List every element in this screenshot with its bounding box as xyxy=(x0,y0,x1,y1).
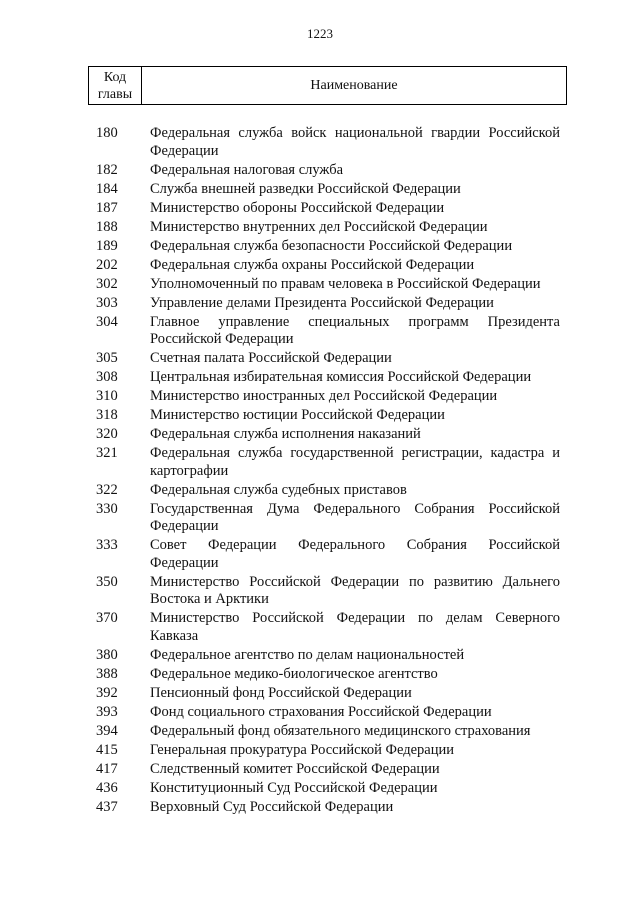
table-row xyxy=(96,482,560,500)
table-row xyxy=(96,388,560,406)
table-row xyxy=(96,799,560,817)
table-row xyxy=(96,125,560,160)
page-number: 1223 xyxy=(307,26,333,41)
table-row xyxy=(96,647,560,665)
table-row xyxy=(96,181,560,199)
chapter-code: 417 xyxy=(96,760,118,777)
chapter-code: 187 xyxy=(96,199,118,216)
chapter-code: 310 xyxy=(96,388,118,404)
chapter-name: Министерство Российской Федерации по развитию Дальнего Востока и Арктики xyxy=(150,573,560,607)
chapter-code: 437 xyxy=(96,798,118,815)
chapter-code: 180 xyxy=(96,125,118,141)
chapter-code: 436 xyxy=(96,779,118,796)
column-header-name: Наименование xyxy=(310,77,398,93)
table-row xyxy=(96,445,560,480)
table-row xyxy=(96,295,560,313)
table-row xyxy=(96,369,560,387)
chapter-name: Министерство юстиции Российской Федерации xyxy=(150,407,445,423)
table-row xyxy=(96,200,560,218)
chapter-name: Следственный комитет Российской Федерации xyxy=(150,760,440,777)
table-body xyxy=(96,125,560,818)
table-row xyxy=(96,257,560,275)
table-row xyxy=(96,610,560,645)
chapter-name: Федеральная служба судебных приставов xyxy=(150,481,407,498)
chapter-name: Государственная Дума Федерального Собрания Российской Федерации xyxy=(150,500,560,534)
table-row xyxy=(96,350,560,368)
table-row xyxy=(96,426,560,444)
chapter-code: 370 xyxy=(96,610,118,626)
chapter-code: 322 xyxy=(96,481,118,498)
table-row xyxy=(96,780,560,798)
chapter-name: Уполномоченный по правам человека в Российской Федерации xyxy=(150,275,541,292)
table-row xyxy=(96,666,560,684)
table-row xyxy=(96,162,560,180)
chapter-code: 305 xyxy=(96,350,118,366)
chapter-name: Федеральное медико-биологическое агентство xyxy=(150,665,438,682)
chapter-name: Министерство внутренних дел Российской Федерации xyxy=(150,218,488,235)
table-row xyxy=(96,501,560,536)
table-row xyxy=(96,574,560,609)
chapter-code: 388 xyxy=(96,665,118,682)
chapter-code: 415 xyxy=(96,741,118,758)
chapter-name: Центральная избирательная комиссия Российской Федерации xyxy=(150,369,532,385)
column-header-code: Код главы xyxy=(89,67,142,104)
chapter-name: Министерство обороны Российской Федерации xyxy=(150,199,445,216)
chapter-code: 302 xyxy=(96,275,118,292)
chapter-code: 318 xyxy=(96,407,118,423)
table-row xyxy=(96,219,560,237)
chapter-name: Федеральная служба исполнения наказаний xyxy=(150,426,421,442)
table-row xyxy=(96,276,560,294)
chapter-name: Пенсионный фонд Российской Федерации xyxy=(150,684,412,701)
chapter-code: 393 xyxy=(96,703,118,720)
table-row xyxy=(96,537,560,572)
table-row xyxy=(96,704,560,722)
chapter-name: Министерство иностранных дел Российской Федерации xyxy=(150,388,498,404)
chapter-name: Управление делами Президента Российской Федерации xyxy=(150,294,494,311)
chapter-code: 394 xyxy=(96,722,118,739)
chapter-name: Счетная палата Российской Федерации xyxy=(150,350,392,366)
chapter-code: 330 xyxy=(96,500,118,517)
chapter-name: Федеральная налоговая служба xyxy=(150,161,344,178)
chapter-name: Конституционный Суд Российской Федерации xyxy=(150,779,438,796)
chapter-name: Генеральная прокуратура Российской Федерации xyxy=(150,741,454,758)
table-row xyxy=(96,685,560,703)
table-row xyxy=(96,742,560,760)
chapter-name: Федеральное агентство по делам национальностей xyxy=(150,646,465,663)
table-row xyxy=(96,407,560,425)
chapter-code: 320 xyxy=(96,426,118,442)
chapter-name: Федеральная служба государственной регистрации, кадастра и картографии xyxy=(150,445,560,479)
chapter-code: 189 xyxy=(96,237,118,254)
table-row xyxy=(96,314,560,349)
chapter-code: 182 xyxy=(96,161,118,178)
table-row xyxy=(96,761,560,779)
table-row xyxy=(96,238,560,256)
chapter-code: 333 xyxy=(96,537,118,553)
chapter-code: 308 xyxy=(96,369,118,385)
chapter-name: Главное управление специальных программ Президента Российской Федерации xyxy=(150,313,560,347)
chapter-name: Федеральная служба охраны Российской Федерации xyxy=(150,256,475,273)
chapter-code: 202 xyxy=(96,256,118,273)
chapter-name: Совет Федерации Федерального Собрания Российской Федерации xyxy=(150,537,560,571)
chapter-name: Федеральная служба войск национальной гвардии Российской Федерации xyxy=(150,125,560,159)
chapter-code: 184 xyxy=(96,180,118,197)
chapter-code: 303 xyxy=(96,294,118,311)
chapter-name: Фонд социального страхования Российской Федерации xyxy=(150,703,492,720)
table-header xyxy=(88,66,567,105)
chapter-name: Верховный Суд Российской Федерации xyxy=(150,798,394,815)
chapter-code: 188 xyxy=(96,218,118,235)
chapter-code: 350 xyxy=(96,573,118,590)
chapter-name: Федеральный фонд обязательного медицинского страхования xyxy=(150,722,531,739)
chapter-name: Министерство Российской Федерации по делам Северного Кавказа xyxy=(150,610,560,644)
chapter-code: 380 xyxy=(96,646,118,663)
chapter-name: Служба внешней разведки Российской Федерации xyxy=(150,180,461,197)
chapter-code: 304 xyxy=(96,313,118,330)
chapter-code: 321 xyxy=(96,445,118,461)
table-row xyxy=(96,723,560,741)
chapter-name: Федеральная служба безопасности Российской Федерации xyxy=(150,237,513,254)
chapter-code: 392 xyxy=(96,684,118,701)
